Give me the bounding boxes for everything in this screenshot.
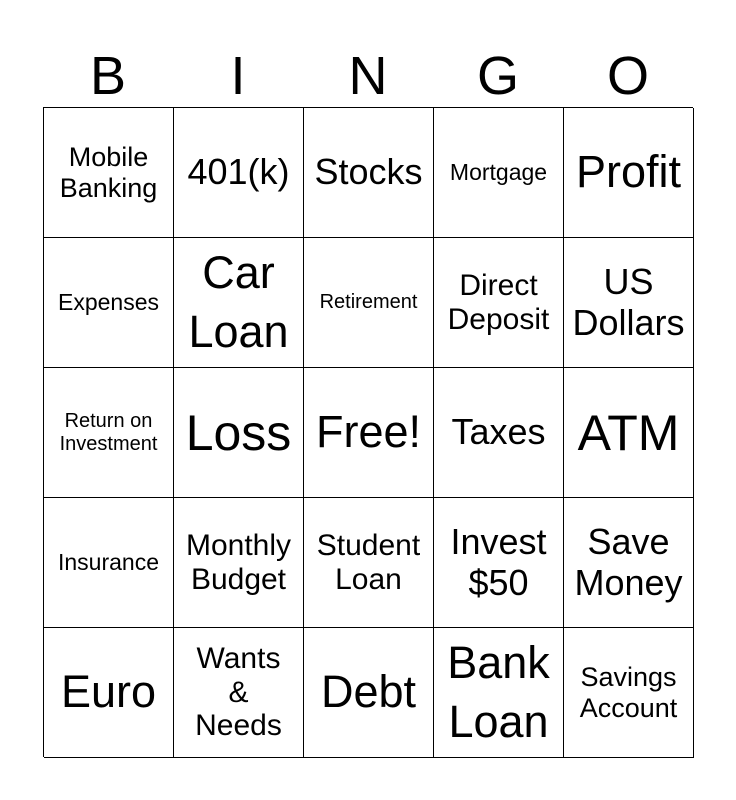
bingo-cell-free-space[interactable] [304,368,434,498]
bingo-cell-retirement[interactable] [304,238,434,368]
bingo-cell-mortgage[interactable] [434,108,564,238]
bingo-cell-us-dollars[interactable] [564,238,694,368]
cell-label: Return on Investment [59,410,158,455]
bingo-cell-401k[interactable] [174,108,304,238]
bingo-cell-loss[interactable] [174,368,304,498]
bingo-header [43,44,693,108]
cell-label: US Dollars [572,261,685,343]
header-letter-o: O [606,46,649,106]
cell-label: Mortgage [449,158,548,185]
bingo-board [43,107,693,757]
cell-label: Save Money [574,521,683,603]
bingo-cell-stocks[interactable] [304,108,434,238]
bingo-cell-direct-deposit[interactable] [434,238,564,368]
bingo-cell-atm[interactable] [564,368,694,498]
cell-label: Retirement [319,291,418,314]
header-letter-n: N [348,46,388,106]
cell-label: Loss [185,404,292,461]
bingo-cell-invest-50[interactable] [434,498,564,628]
bingo-cell-bank-loan[interactable] [434,628,564,758]
cell-label: 401(k) [187,151,290,193]
bingo-cell-expenses[interactable] [44,238,174,368]
cell-label: Monthly Budget [185,528,292,596]
cell-label: Free! [315,406,422,458]
bingo-cell-taxes[interactable] [434,368,564,498]
bingo-cell-student-loan[interactable] [304,498,434,628]
cell-label: Bank Loan [447,637,550,747]
cell-label: Insurance [57,548,159,575]
cell-label: Wants & Needs [195,642,282,743]
cell-label: Euro [60,666,157,718]
cell-label: Car Loan [188,247,289,357]
cell-label: Student Loan [316,528,421,596]
header-letter-g: G [476,46,519,106]
cell-label: Mobile Banking [59,142,158,203]
cell-label: Direct Deposit [447,268,550,336]
bingo-cell-mobile-banking[interactable] [44,108,174,238]
cell-label: ATM [577,404,680,461]
cell-label: Stocks [314,151,423,193]
bingo-cell-return-on-investment[interactable] [44,368,174,498]
cell-label: Invest $50 [450,521,547,603]
cell-label: Expenses [57,288,159,315]
bingo-cell-insurance[interactable] [44,498,174,628]
header-letter-b: B [89,46,127,106]
cell-label: Taxes [451,411,546,453]
cell-label: Profit [575,146,682,198]
bingo-cell-monthly-budget[interactable] [174,498,304,628]
bingo-cell-save-money[interactable] [564,498,694,628]
bingo-cell-euro[interactable] [44,628,174,758]
cell-label: Debt [320,666,417,718]
header-letter-i: I [230,46,246,106]
bingo-cell-savings-account[interactable] [564,628,694,758]
bingo-cell-car-loan[interactable] [174,238,304,368]
bingo-cell-profit[interactable] [564,108,694,238]
bingo-cell-wants-needs[interactable] [174,628,304,758]
cell-label: Savings Account [579,662,678,723]
bingo-cell-debt[interactable] [304,628,434,758]
